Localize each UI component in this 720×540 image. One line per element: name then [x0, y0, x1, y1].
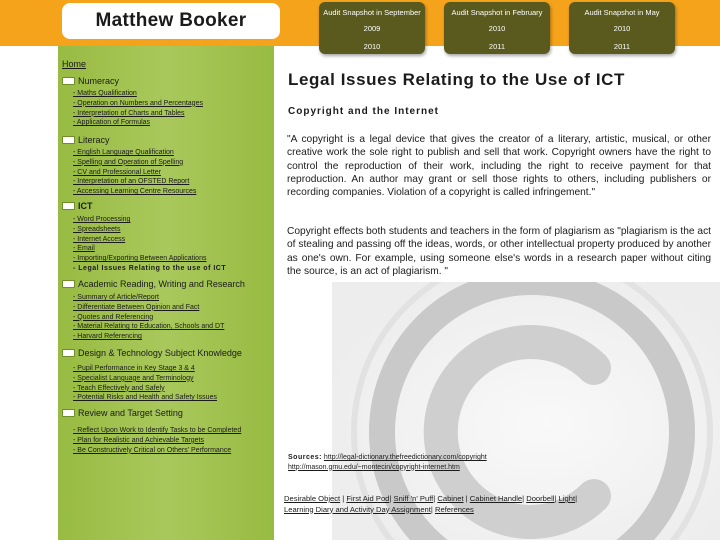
sidebar-link[interactable]: - Specialist Language and Terminology — [73, 374, 194, 382]
footer-nav: Desirable Object | First Aid Pod| Sniff 'n' Puff| Cabinet | Cabinet Handle| Doorbell| Light| Learning Diary and Activity Day Assignment| References — [284, 494, 578, 514]
sidebar-link[interactable]: - Accessing Learning Centre Resources — [73, 188, 197, 196]
sidebar-heading-label: Literacy — [78, 135, 110, 145]
sidebar-link-current[interactable]: - Legal Issues Relating to the use of ICT — [73, 264, 227, 272]
numeracy-list — [73, 89, 203, 128]
site-title: Matthew Booker — [95, 10, 247, 31]
literacy-list — [73, 148, 196, 197]
sidebar-heading-label: Academic Reading, Writing and Research — [78, 279, 245, 289]
audit-tab-september[interactable] — [319, 2, 425, 54]
sidebar-link[interactable]: - Harvard Referencing — [73, 333, 142, 341]
bullet-icon — [62, 77, 75, 85]
academic-list — [73, 293, 224, 342]
sidebar-link[interactable]: - Internet Access — [73, 235, 126, 243]
audit-year-link[interactable]: 2010 — [488, 24, 506, 33]
sidebar-heading-numeracy[interactable] — [62, 76, 119, 86]
sidebar-link[interactable]: - Potential Risks and Health and Safety Issues — [73, 394, 217, 402]
source-link[interactable]: http://legal-dictionary.thefreedictionary.com/copyright — [323, 454, 487, 461]
sidebar-link[interactable]: - English Language Qualification — [73, 149, 174, 156]
audit-label: Audit Snapshot in February — [451, 8, 543, 17]
sidebar-heading-academic[interactable] — [62, 279, 245, 289]
footer-link[interactable]: Sniff 'n' Puff — [393, 494, 434, 503]
sidebar-link[interactable]: - Pupil Performance in Key Stage 3 & 4 — [73, 365, 195, 372]
sidebar-heading-ict[interactable] — [62, 201, 93, 211]
sidebar-link[interactable]: - Importing/Exporting Between Applications — [73, 255, 207, 263]
audit-year-link[interactable]: 2010 — [363, 42, 381, 51]
footer-link[interactable]: Cabinet Handle — [469, 494, 523, 503]
bullet-icon — [62, 202, 75, 210]
sidebar-link[interactable]: - Material Relating to Education, Schools and DT — [73, 323, 225, 331]
page-title: Legal Issues Relating to the Use of ICT — [288, 70, 626, 89]
sidebar-link[interactable]: - Maths Qualification — [73, 90, 137, 97]
page-subtitle: Copyright and the Internet — [288, 106, 439, 117]
sidebar-link[interactable]: - Word Processing — [73, 216, 131, 223]
sidebar-link[interactable]: - Interpretation of an OFSTED Report — [73, 178, 190, 186]
audit-year-link[interactable]: 2011 — [488, 42, 506, 51]
design-list — [73, 364, 217, 403]
sidebar-link[interactable]: - Email — [73, 245, 95, 253]
footer-link[interactable]: Cabinet — [437, 494, 464, 503]
bullet-icon — [62, 280, 75, 288]
sidebar-link[interactable]: - CV and Professional Letter — [73, 168, 161, 176]
sidebar-link[interactable]: - Application of Formulas — [73, 119, 151, 127]
footer-link[interactable]: First Aid Pod — [346, 494, 390, 503]
sidebar-link[interactable]: - Teach Effectively and Safely — [73, 384, 165, 392]
footer-link[interactable]: Learning Diary and Activity Day Assignment — [284, 504, 431, 514]
ict-list — [73, 215, 226, 274]
audit-year-link[interactable]: 2010 — [613, 24, 631, 33]
sidebar-heading-label: Review and Target Setting — [78, 408, 183, 418]
sidebar-heading-design[interactable] — [62, 348, 242, 358]
bullet-icon — [62, 349, 75, 357]
sidebar-link[interactable]: - Plan for Realistic and Achievable Targets — [73, 436, 204, 444]
sidebar-link[interactable]: - Quotes and Referencing — [73, 313, 154, 321]
sidebar-link[interactable]: - Reflect Upon Work to Identify Tasks to be Completed — [73, 427, 242, 434]
sources-label: Sources: — [288, 454, 322, 461]
sidebar-link[interactable]: - Summary of Article/Report — [73, 294, 159, 301]
sidebar-heading-literacy[interactable] — [62, 135, 110, 145]
footer-link[interactable]: Light — [558, 494, 576, 503]
audit-year-link[interactable]: 2009 — [363, 24, 381, 33]
sidebar-link[interactable]: - Differentiate Between Opinion and Fact — [73, 303, 200, 311]
site-title-box — [62, 3, 280, 39]
audit-label: Audit Snapshot in September — [323, 8, 421, 17]
bullet-icon — [62, 409, 75, 417]
copyright-definition: "A copyright is a legal device that gives the creator of a literary, artistic, musical, or other creative work the sole right to publish and sell that work. Copyright owners have the right to control the reproduction of their work, including the right to receive payment for that reproduction. An author may grant or sell those rights to others, including publishers or recording companies. Violation of a copyright is called infringement." — [287, 134, 711, 199]
sidebar-link[interactable]: - Spelling and Operation of Spelling — [73, 158, 184, 166]
audit-label: Audit Snapshot in May — [584, 8, 660, 17]
bullet-icon — [62, 136, 75, 144]
plagiarism-paragraph: Copyright effects both students and teachers in the form of plagiarism as "plagiarism is the act of stealing and passing off the ideas, words, or other intellectual property produced by another as one's own. For example, using someone else's words in a research paper without citing the source, is an act of plagiarism. " — [287, 226, 711, 277]
sidebar-heading-label: Numeracy — [78, 76, 120, 86]
source-link[interactable]: http://mason.gmu.edu/~montecin/copyright-internet.htm — [288, 463, 460, 471]
footer-link[interactable]: Doorbell — [526, 494, 555, 503]
sidebar-link[interactable]: - Be Constructively Critical on Others' Performance — [73, 446, 232, 454]
sidebar-heading-label: ICT — [78, 201, 93, 211]
sidebar-heading-label: Design & Technology Subject Knowledge — [78, 348, 242, 358]
audit-tab-february[interactable] — [444, 2, 550, 54]
sidebar-link[interactable]: - Spreadsheets — [73, 225, 121, 233]
audit-tab-may[interactable] — [569, 2, 675, 54]
sidebar-heading-review[interactable] — [62, 408, 183, 418]
audit-year-link[interactable]: 2011 — [613, 42, 631, 51]
sources-block — [288, 453, 487, 472]
footer-link[interactable]: References — [434, 504, 474, 514]
sidebar-link[interactable]: - Operation on Numbers and Percentages — [73, 99, 203, 107]
review-list — [73, 426, 241, 455]
sidebar-link[interactable]: - Interpretation of Charts and Tables — [73, 109, 185, 117]
footer-link[interactable]: Desirable Object — [284, 494, 341, 503]
sidebar-item-home[interactable]: Home — [62, 59, 87, 69]
